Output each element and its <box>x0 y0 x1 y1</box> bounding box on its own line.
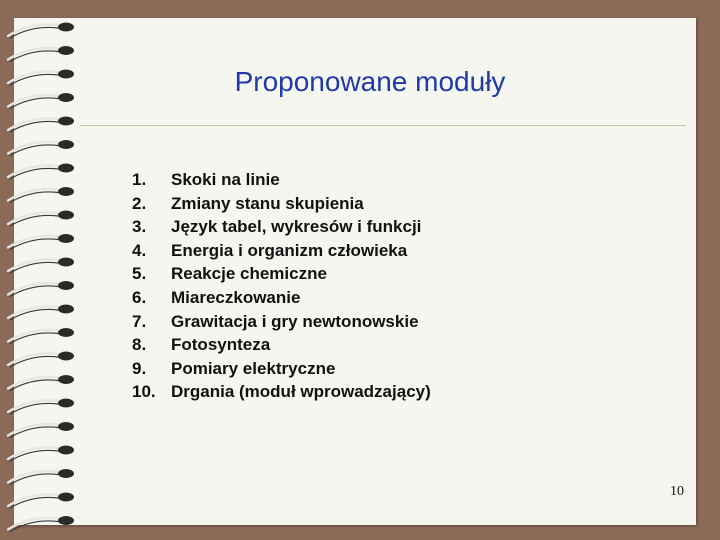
spiral-ring-shadow <box>10 121 58 132</box>
spiral-ring-shadow <box>10 74 58 85</box>
spiral-ring-shadow <box>10 497 58 508</box>
item-text: Fotosynteza <box>171 335 271 355</box>
list-item <box>132 239 431 263</box>
item-number: 6. <box>132 287 147 307</box>
item-text: Grawitacja i gry newtonowskie <box>171 311 419 331</box>
list-item <box>132 262 431 286</box>
spiral-ring <box>8 424 58 436</box>
page-number: 10 <box>670 484 684 499</box>
list-item <box>132 168 431 192</box>
list-item <box>132 357 431 381</box>
binding-hole <box>58 164 74 173</box>
list-item <box>132 380 431 404</box>
binding-hole <box>58 516 74 525</box>
spiral-ring <box>8 48 58 60</box>
item-text: Drgania (moduł wprowadzający) <box>171 382 431 402</box>
spiral-ring-shadow <box>10 309 58 320</box>
spiral-ring-shadow <box>10 474 58 485</box>
spiral-ring <box>8 306 58 318</box>
list-item <box>132 215 431 239</box>
spiral-ring-shadow <box>10 286 58 297</box>
spiral-ring <box>8 447 58 459</box>
binding-hole <box>58 281 74 290</box>
binding-hole <box>58 234 74 243</box>
binding-hole <box>58 328 74 337</box>
binding-hole <box>58 375 74 384</box>
item-number: 8. <box>132 335 147 355</box>
spiral-ring <box>8 189 58 201</box>
binding-hole <box>58 493 74 502</box>
spiral-ring <box>8 212 58 224</box>
binding-hole <box>58 422 74 431</box>
spiral-ring-shadow <box>10 98 58 109</box>
binding-hole <box>58 305 74 314</box>
item-number: 7. <box>132 311 147 331</box>
spiral-ring <box>8 259 58 271</box>
list-item <box>132 286 431 310</box>
spiral-ring-shadow <box>10 450 58 461</box>
spiral-ring-shadow <box>10 145 58 156</box>
spiral-ring-shadow <box>10 427 58 438</box>
spiral-ring-shadow <box>10 215 58 226</box>
binding-hole <box>58 187 74 196</box>
binding-hole <box>58 211 74 220</box>
spiral-ring-shadow <box>10 192 58 203</box>
binding-hole <box>58 70 74 79</box>
binding-hole <box>58 117 74 126</box>
binding-hole <box>58 46 74 55</box>
spiral-ring-shadow <box>10 168 58 179</box>
binding-hole <box>58 469 74 478</box>
spiral-ring-shadow <box>10 239 58 250</box>
spiral-ring <box>8 353 58 365</box>
title-divider <box>80 125 686 126</box>
spiral-ring <box>8 142 58 154</box>
spiral-ring <box>8 330 58 342</box>
binding-hole <box>58 258 74 267</box>
binding-hole <box>58 93 74 102</box>
spiral-ring-shadow <box>10 51 58 62</box>
list-item <box>132 333 431 357</box>
binding-hole <box>58 352 74 361</box>
module-list <box>132 168 431 404</box>
spiral-ring <box>8 400 58 412</box>
spiral-ring <box>8 24 58 36</box>
spiral-ring <box>8 236 58 248</box>
spiral-ring-shadow <box>10 403 58 414</box>
item-number: 1. <box>132 170 147 189</box>
spiral-ring <box>8 118 58 130</box>
item-text: Zmiany stanu skupienia <box>171 193 364 213</box>
slide-title: Proponowane moduły <box>234 66 506 97</box>
binding-hole <box>58 23 74 32</box>
spiral-ring <box>8 471 58 483</box>
spiral-ring-shadow <box>10 27 58 38</box>
spiral-ring <box>8 71 58 83</box>
spiral-ring-shadow <box>10 356 58 367</box>
spiral-ring <box>8 518 58 530</box>
item-text: Skoki na linie <box>171 170 280 189</box>
spiral-ring <box>8 494 58 506</box>
item-number: 4. <box>132 240 147 260</box>
spiral-ring-shadow <box>10 380 58 391</box>
item-text: Język tabel, wykresów i funkcji <box>171 217 422 237</box>
spiral-ring <box>8 377 58 389</box>
item-text: Reakcje chemiczne <box>171 264 327 284</box>
list-item <box>132 192 431 216</box>
spiral-ring-shadow <box>10 333 58 344</box>
spiral-ring <box>8 95 58 107</box>
item-number: 9. <box>132 358 147 378</box>
spiral-ring <box>8 283 58 295</box>
item-text: Pomiary elektryczne <box>171 358 336 378</box>
item-number: 3. <box>132 217 147 237</box>
item-number: 2. <box>132 193 147 213</box>
item-number: 10. <box>132 382 156 402</box>
binding-hole <box>58 446 74 455</box>
spiral-binding <box>0 0 90 540</box>
binding-hole <box>58 140 74 149</box>
item-text: Energia i organizm człowieka <box>171 240 408 260</box>
list-item <box>132 310 431 334</box>
item-text: Miareczkowanie <box>171 287 301 307</box>
item-number: 5. <box>132 264 147 284</box>
spiral-ring <box>8 165 58 177</box>
spiral-ring-shadow <box>10 521 58 532</box>
spiral-ring-shadow <box>10 262 58 273</box>
binding-hole <box>58 399 74 408</box>
